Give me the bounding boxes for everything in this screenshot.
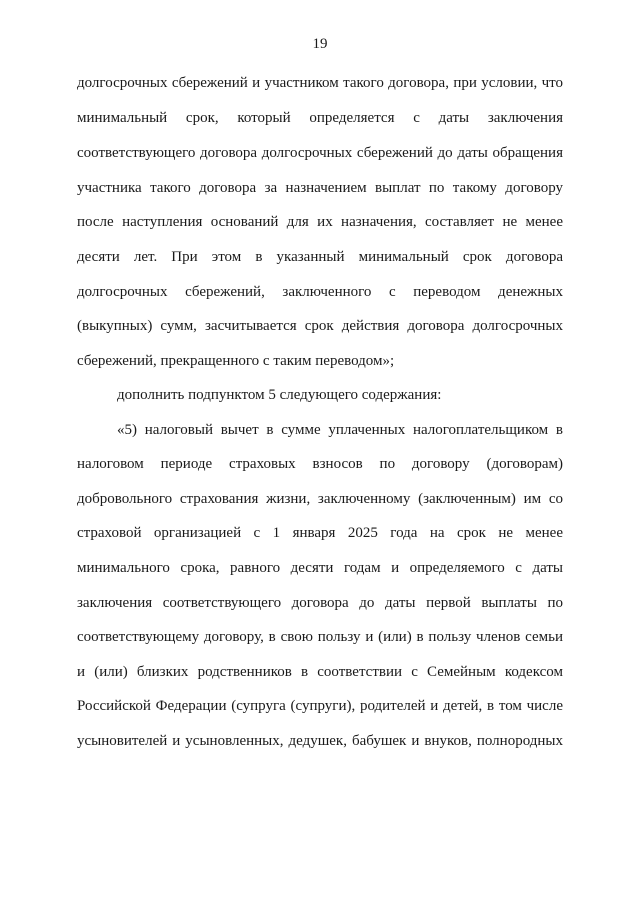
text-line: участника такого договора за назначением выплат по такому договору	[77, 180, 563, 196]
text-line: долгосрочных сбережений, заключенного с переводом денежных	[77, 284, 563, 300]
text-line: налоговом периоде страховых взносов по договору (договорам)	[77, 456, 563, 472]
text-line: сбережений, прекращенного с таким переводом»;	[77, 353, 395, 369]
text-line: минимальный срок, который определяется с даты заключения	[77, 110, 563, 126]
text-line: и (или) близких родственников в соответствии с Семейным кодексом	[77, 664, 563, 680]
text-line: усыновителей и усыновленных, дедушек, бабушек и внуков, полнородных	[77, 733, 563, 749]
text-line: Российской Федерации (супруга (супруги), родителей и детей, в том числе	[77, 698, 563, 714]
page-number: 19	[312, 36, 328, 52]
text-line: соответствующему договору, в свою пользу и (или) в пользу членов семьи	[77, 629, 563, 645]
text-line: соответствующего договора долгосрочных сбережений до даты обращения	[77, 145, 563, 161]
text-line: десяти лет. При этом в указанный минимальный срок договора	[77, 249, 563, 265]
text-line: после наступления оснований для их назначения, составляет не менее	[77, 214, 563, 230]
text-line: заключения соответствующего договора до даты первой выплаты по	[77, 595, 563, 611]
text-line: (выкупных) сумм, засчитывается срок действия договора долгосрочных	[77, 318, 563, 334]
text-line: минимального срока, равного десяти годам и определяемого с даты	[77, 560, 563, 576]
text-line: страховой организацией с 1 января 2025 года на срок не менее	[77, 525, 563, 541]
paragraph-first-line: «5) налоговый вычет в сумме уплаченных налогоплательщиком в	[117, 422, 563, 438]
text-line: добровольного страхования жизни, заключенному (заключенным) им со	[77, 491, 563, 507]
paragraph-first-line: дополнить подпунктом 5 следующего содержания:	[117, 387, 442, 403]
text-line: долгосрочных сбережений и участником такого договора, при условии, что	[77, 75, 563, 91]
